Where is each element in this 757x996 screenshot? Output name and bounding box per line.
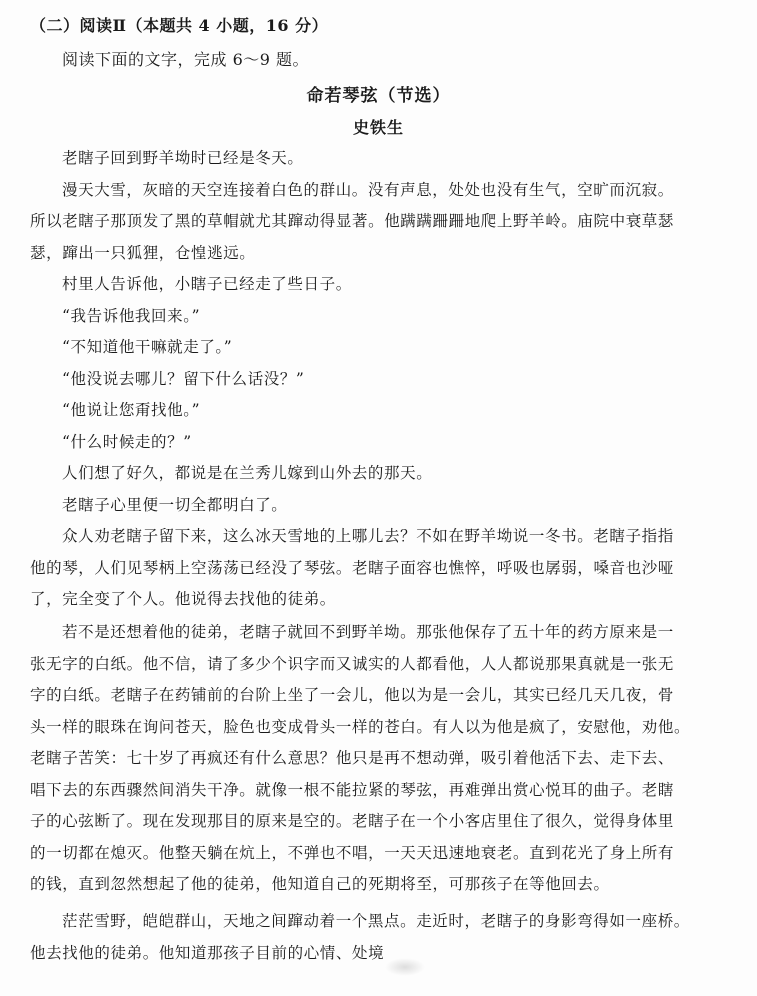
article-author: 史铁生 xyxy=(352,118,404,137)
paragraph xyxy=(30,427,730,459)
text-line: 的钱，直到忽然想起了他的徒弟，他知道自己的死期将至，可那孩子在等他回去。 xyxy=(30,875,610,893)
text-line: 子的心弦断了。现在发现那目的原来是空的。老瞎子在一个小客店里住了很久，觉得身体里 xyxy=(30,812,675,830)
text-line: 瑟，蹿出一只狐狸，仓惶逃远。 xyxy=(30,243,256,262)
text-line: 老瞎子苦笑：七十岁了再疯还有什么意思？他只是再不想动弹，吸引着他活下去、走下去、 xyxy=(30,749,675,767)
text-line: “不知道他干嘛就走了。” xyxy=(62,338,233,356)
paragraph xyxy=(30,521,730,616)
paragraph xyxy=(30,490,730,522)
instruction-text: 阅读下面的文字，完成 6～9 题。 xyxy=(62,50,310,69)
text-line: 茫茫雪野，皑皑群山，天地之间蹿动着一个黑点。走近时，老瞎子的身影弯得如一座桥。 xyxy=(62,912,690,930)
paragraph xyxy=(30,143,730,175)
text-line: 老瞎子回到野羊坳时已经是冬天。 xyxy=(62,149,304,167)
text-line: 所以老瞎子那顶发了黑的草帽就尤其蹿动得显著。他蹒蹒跚跚地爬上野羊岭。庙院中衰草瑟 xyxy=(30,212,675,230)
paragraph xyxy=(30,458,730,490)
scan-smudge xyxy=(385,958,425,976)
text-line: “我告诉他我回来。” xyxy=(62,306,201,325)
text-line: 漫天大雪，灰暗的天空连接着白色的群山。没有声息，处处也没有生气，空旷而沉寂。 xyxy=(62,180,674,199)
text-line: 人们想了好久，都说是在兰秀儿嫁到山外去的那天。 xyxy=(62,464,433,482)
text-line: 老瞎子心里便一切全都明白了。 xyxy=(62,495,288,514)
section-heading: （二）阅读Ⅱ（本题共 4 小题，16 分） xyxy=(30,16,329,35)
paragraph xyxy=(30,301,730,333)
text-line: 张无字的白纸。他不信，请了多少个识字而又诚实的人都看他，人人都说那果真就是一张无 xyxy=(30,654,675,673)
text-line: 若不是还想着他的徒弟，老瞎子就回不到野羊坳。那张他保存了五十年的药方原来是一 xyxy=(62,623,674,641)
text-line: 的一切都在熄灭。他整天躺在炕上，不弹也不唱，一天天迅速地衰老。直到花光了身上所有 xyxy=(30,843,675,862)
article-title: 命若琴弦（节选） xyxy=(306,86,451,106)
paragraph xyxy=(30,364,730,396)
paragraph xyxy=(30,395,730,427)
text-line: 字的白纸。老瞎子在药铺前的台阶上坐了一会儿，他以为是一会儿，其实已经几天几夜，骨 xyxy=(30,686,675,704)
text-line: 众人劝老瞎子留下来，这么冰天雪地的上哪儿去？不如在野羊坳说一冬书。老瞎子指指 xyxy=(62,527,674,545)
paragraph xyxy=(30,332,730,364)
text-line: 头一样的眼珠在询问苍天，脸色也变成骨头一样的苍白。有人以为他是疯了，安慰他，劝他。 xyxy=(30,717,691,736)
text-line: 了，完全变了个人。他说得去找他的徒弟。 xyxy=(30,590,336,608)
text-line: 他去找他的徒弟。他知道那孩子目前的心情、处境 xyxy=(30,943,385,962)
text-line: “他没说去哪儿？留下什么话没？” xyxy=(62,369,305,388)
text-line: 村里人告诉他，小瞎子已经走了些日子。 xyxy=(62,275,352,293)
paragraph xyxy=(30,906,730,969)
paragraph xyxy=(30,617,730,901)
paragraph xyxy=(30,175,730,270)
text-line: “他说让您甭找他。” xyxy=(62,401,201,419)
text-line: 他的琴，人们见琴柄上空荡荡已经没了琴弦。老瞎子面容也憔悴，呼吸也孱弱，嗓音也沙哑 xyxy=(30,558,675,577)
paragraph xyxy=(30,269,730,301)
text-line: 唱下去的东西骤然间消失干净。就像一根不能拉紧的琴弦，再难弹出赏心悦耳的曲子。老瞎 xyxy=(30,780,675,799)
text-line: “什么时候走的？” xyxy=(62,432,192,451)
